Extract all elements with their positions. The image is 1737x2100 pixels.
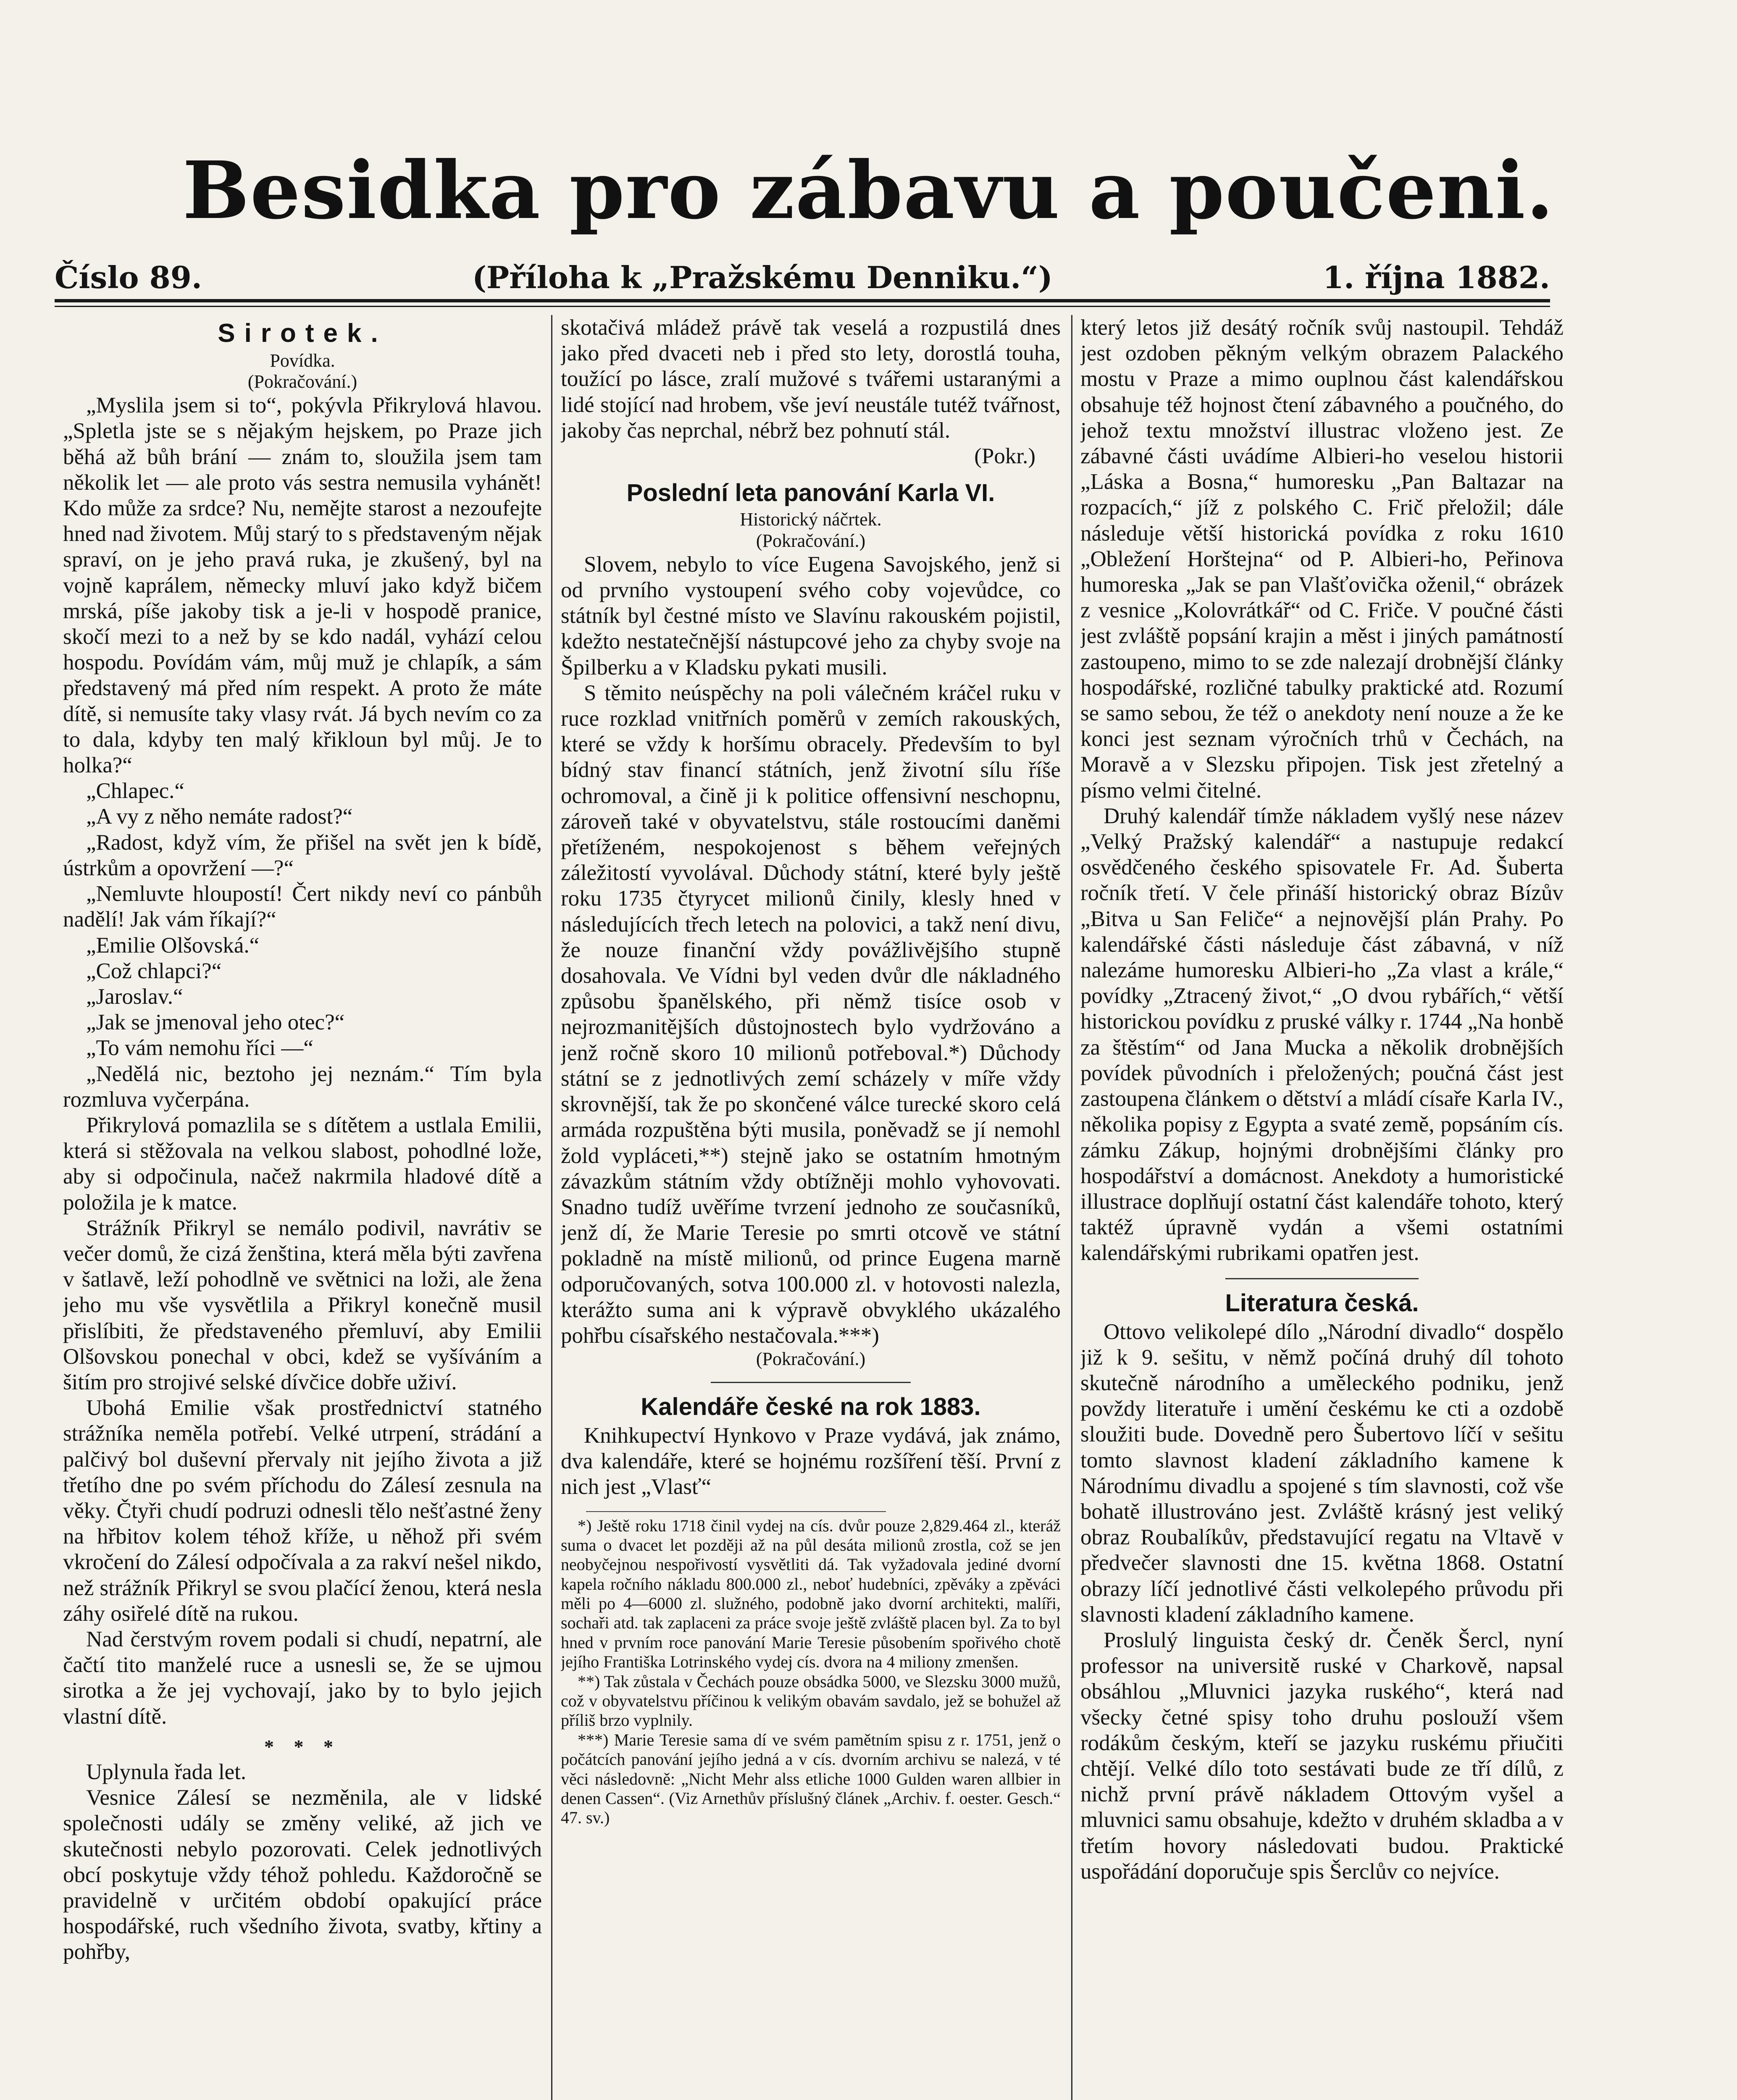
article-subtitle: Historický náčrtek. xyxy=(740,509,882,530)
footnote: *) Ještě roku 1718 činil vydej na cís. dvůr pouze 2,829.464 zl., kteráž suma o dvacet let později až na půl desáta milionů zrostla, což se jen neobyčejnou nespořivostí vysvětliti dá. Tak vyžadovala jediné dvorní kapela ročního nákladu 800.000 zl., neboť hudebníci, zpěváky a zpěváci měli po 4—6000 zl. služného, podobně jako dvorní architekti, malíři, sochaři atd. tak zaplaceni za práce svoje ještě zvláště placen byl. Za to byl hned v prvním roce panování Marie Teresie působením spořivého chotě jejího Františka Lotrinského vydej cís. dvora na 4 miliony zmenšen. xyxy=(561,1516,1061,1672)
paragraph: Ubohá Emilie však prostřednictví statného strážníka neměla potřebí. Velké utrpení, strádání a palčivý bol duševní přervaly nit jejího života a již třetího dne po svém příchodu do Zálesí zesnula na věky. Čtyři chudí podruzi odnesli tělo nešťastné ženy na hřbitov kolem téhož kříže, u něhož při svém vkročení do Zálesí odpočívala a za rakví nešel nikdo, než strážník Přikryl se svou plačící ženou, která nesla záhy osiřelé dítě na rukou. xyxy=(63,1396,542,1626)
article-separator xyxy=(1225,1278,1419,1279)
paragraph: S těmito neúspěchy na poli válečném kráčel ruku v ruce rozklad vnitřních poměrů v zemích rakouských, které se vždy k horšímu obracely. Především to byl bídný stav financí státních, jenž životní sílu říše ochromoval, a čině ji k politice offensivní neschopnu, zároveň také v obyvatelstvu, stále rostoucími daněmi přetíženém, nespokojenost s během veřejných záležitostí vyvolával. Důchody státní, které byly ještě roku 1735 čtyrycet milionů činily, klesly hned v následujících třech letech na polovici, a takž není divu, že nouze finanční vždy povážlivějšího stupně dosahovala. Ve Vídni byl veden dvůr dle nákladného způsobu španělského, při němž tisíce osob v nejrozmanitějších důstojnostech bylo vydržováno a jenž ročně skoro 10 milionů potřeboval.*) Důchody státní se z jednotlivých zemí scházely v míře vždy skrovnější, tak že po skončené válce turecké skoro celá armáda rozpuštěna býti musila, poněvadž se jí nemohl žold vypláceti,**) stejně jako se ostatním hmotným závazkům státním vždy obtížněji mohlo vyhovovati. Snadno tudíž uvěříme tvrzení jednoho ze současníků, jenž dí, že Marie Teresie po smrti otcově ve státní pokladně na místě milionů, od prince Eugena marně odporučovaných, sotva 100.000 zl. v hotovosti nalezla, kterážto suma ani k výpravě obvyklého ukázalého pohřbu císařského nestačovala.***) xyxy=(561,680,1061,1348)
footnote: **) Tak zůstala v Čechách pouze obsádka 5000, ve Slezsku 3000 mužů, což v obyvatelstvu příčinou k velikým obavám savdalo, jež se bohužel až příliš brzo vyplnily. xyxy=(561,1672,1061,1730)
paragraph: Ottovo velikolepé dílo „Národní divadlo“ dospělo již k 9. sešitu, v němž počíná druhý díl tohoto skutečně národního a uměleckého podniku, jenž povždy literatuře i umění českému ke cti a ozdobě sloužiti bude. Dovedně pero Šubertovo líčí v sešitu tomto slavnost kladení základního kamene k Národnímu divadlu a spojené s tím slavnosti, což vše bohatě illustrováno jest. Zvláště krásný jest veliký obraz Roubalíkův, představující regatu na Vltavě v předvečer slavnosti dne 15. května 1868. Ostatní obrazy líčí jednotlivé části velkolepého průvodu při slavnosti kladení základního kamene. xyxy=(1080,1319,1564,1627)
paragraph: Proslulý linguista český dr. Čeněk Šercl, nyní professor na universitě ruské v Charkově, napsal obsáhlou „Mluvnici jazyka ruského“, která nad všecky četné spisy toho druhu poslouží všem rodákům českým, kteří se jazyku ruskému přiučiti chtějí. Velké dílo toto sestávati bude ze tří dílů, z nichž první právě nákladem Ottovým vyšel a mluvnici samu obsahuje, kdežto v druhém skladba a v třetím hovory následovati budou. Praktické uspořádání doporučuje spis Šerclův co nejvíce. xyxy=(1080,1628,1564,1884)
header-rule-thin xyxy=(55,306,1550,307)
footnotes xyxy=(561,1516,1061,1828)
dialogue-line: „Nemluvte hloupostí! Čert nikdy neví co pánbůh nadělí! Jak vám říkají?“ xyxy=(63,882,542,932)
column-1 xyxy=(63,315,542,2100)
story-title: Sirotek. xyxy=(218,319,387,348)
column-3 xyxy=(1080,315,1564,2100)
dialogue-line: „Nedělá nic, beztoho jej neznám.“ Tím byla rozmluva vyčerpána. xyxy=(63,1061,542,1112)
supplement-note: (Příloha k „Pražskému Denniku.“) xyxy=(472,259,1053,295)
paragraph: Slovem, nebylo to více Eugena Savojského, jenž si od prvního vystoupení svého coby vojevůdce, co státník byl čestné místo ve Slavínu rakouském pojistil, kdežto nestatečnější nástupcové jeho za chyby svoje na Špilberku a v Kladsku pykati musili. xyxy=(561,552,1061,680)
column-divider-2 xyxy=(1071,315,1072,2100)
paragraph: Uplynula řada let. xyxy=(86,1759,247,1784)
header-rule-thick xyxy=(55,299,1550,302)
article-title-kalendare: Kalendáře české na rok 1883. xyxy=(641,1393,981,1420)
paragraph: který letos již desátý ročník svůj nastoupil. Tehdáž jest ozdoben pěkným velkým obrazem Palackého mostu v Praze a mimo ouplnou část kalendářskou obsahuje též hojnost čtení zábavného a poučného, do jehož textu množství illustrac vloženo jest. Ze zábavné části uvádíme Albieri-ho veselou historii „Láska a Bosna,“ humoresku „Pan Baltazar na rozpacích,“ jíž z polského C. Frič přeložil; dále následuje větší historická povídka z roku 1610 „Obležení Horštejna“ od P. Albieri-ho, Peřinova humoreska „Jak se pan Vlašťovička oženil,“ obrázek z vesnice „Kolovrátkář“ od C. Friče. V poučné části jest zvláště popsání krajin a měst i jiných památností zastoupeno, mimo to se zde nalezají drobnější články hospodářské, rozličné tabulky praktické atd. Rozumí se samo sebou, že též o anekdoty není nouze a že ke konci jest seznam výročních trhů v Čechách, na Moravě a v Slezsku připojen. Tisk jest zřetelný a písmo velmi čitelné. xyxy=(1080,315,1564,803)
paragraph: Knihkupectví Hynkovo v Praze vydává, jak známo, dva kalendáře, které se hojnému rozšíření těší. První z nich jest „Vlasť“ xyxy=(561,1423,1061,1499)
continuation-note: (Pokračování.) xyxy=(756,530,866,551)
dialogue-line: „To vám nemohu říci —“ xyxy=(86,1036,313,1060)
dialogue-line: „Jak se jmenoval jeho otec?“ xyxy=(86,1010,345,1035)
continuation-note: (Pokračování.) xyxy=(756,1349,866,1370)
section-break-stars: * * * xyxy=(264,1735,341,1757)
article-title-literatura: Literatura česká. xyxy=(1225,1289,1419,1317)
paragraph: „Myslila jsem si to“, pokývla Přikrylová hlavou. „Spletla jste se s nějakým hejskem, po Praze jich běhá až bůh brání — znám to, sloužila jsem tam několik let — ale proto vás sestra nemusila vyhánět! Kdo může za srdce? Nu, nemějte starost a nezoufejte hned nad životem. Můj starý to s představeným nějak spraví, on je jeho pravá ruka, je zkušený, byl na vojně kaprálem, německy mluví jako když bičem mrská, píše jakoby tisk a je-li v hospodě pranice, skočí mezi to a než by se kdo nadál, vyhází celou hospodu. Povídám vám, můj muž je chlapík, a sám představený má před ním respekt. A proto že máte dítě, si nemusíte taky vlasy rvát. Já bych nevím co za to dala, kdyby ten malý křikloun byl můj. Je to holka?“ xyxy=(63,393,542,778)
paragraph: Přikrylová pomazlila se s dítětem a ustlala Emilii, která si stěžovala na velkou slabost, pohodlné lože, aby si odpočinula, načež nakrmila hladové dítě a položila je k matce. xyxy=(63,1113,542,1215)
dialogue-line: „Emilie Olšovská.“ xyxy=(86,933,260,958)
masthead-title: Besidka pro zábavu a poučeni. xyxy=(182,144,1555,237)
paragraph: Strážník Přikryl se nemálo podivil, navrátiv se večer domů, že cizá ženština, která měla býti zavřena v šatlavě, leží pohodlně ve světnici na loži, ale žena jeho mu vše vysvětlila a Přikryl konečně musil přislíbiti, že představeného přemluví, aby Emilii Olšovskou ponechal v obci, kdež se vyšíváním a šitím pro strojivé selské dívčice dobře uživí. xyxy=(63,1215,542,1394)
continued-note: (Pokr.) xyxy=(974,444,1035,469)
dialogue-line: „Radost, když vím, že přišel na svět jen k bídě, ústrkům a opovržení —?“ xyxy=(63,830,542,880)
article-title-karel: Poslední leta panování Karla VI. xyxy=(626,479,995,507)
continuation-note: (Pokračování.) xyxy=(247,371,357,392)
issue-info-line xyxy=(55,256,1550,298)
column-divider-1 xyxy=(551,315,552,2100)
issue-date: 1. října 1882. xyxy=(1322,259,1550,295)
paragraph: Druhý kalendář tímže nákladem vyšlý nese název „Velký Pražský kalendář“ a nastupuje redakcí osvědčeného českého spisovatele Fr. Ad. Šuberta ročník třetí. V čele přináší historický obraz Bízův „Bitva u San Feliče“ a nejnovější plán Prahy. Po kalendářské části následuje část zábavná, v níž nalezáme humoresku Albieri-ho „Za vlast a krále,“ povídky „Ztracený život,“ „O dvou rybářích,“ větší historickou povídku z pruské války r. 1744 „Na honbě za štěstím“ od Jana Mucka a několik drobnějších povídek původních i přeložených; poučná část jest zastoupena článkem o dětství a mládí císaře Karla IV., několika popisy z Egypta a svaté země, popsáním cís. zámku Zákup, hojnými drobnějšími články pro hospodářství a domácnost. Anekdoty a humoristické illustrace doplňují ostatní část kalendáře tohoto, který taktéž úpravně vydán a všemi ostatními kalendářskými rubrikami opatřen jest. xyxy=(1080,803,1564,1265)
column-2 xyxy=(561,315,1061,2100)
story-genre: Povídka. xyxy=(270,350,335,371)
paragraph: skotačivá mládež právě tak veselá a rozpustilá dnes jako před dvaceti neb i před sto lety, dorostlá touha, toužící po lásce, zralí mužové s tvářemi ustaranými a lidé stojící nad hrobem, vše jeví neustále tutéž tvářnost, jakoby čas neprchal, nébrž bez pohnutí stál. xyxy=(561,315,1061,443)
dialogue-line: „Jaroslav.“ xyxy=(86,984,183,1009)
paragraph: Nad čerstvým rovem podali si chudí, nepatrní, ale čačtí tito manželé ruce a usnesli se, že se ujmou sirotka a že jej vychovají, jako by to bylo jejich vlastní dítě. xyxy=(63,1627,542,1729)
dialogue-line: „A vy z něho nemáte radost?“ xyxy=(86,804,353,829)
footnote-rule xyxy=(586,1511,886,1512)
paragraph: Vesnice Zálesí se nezměnila, ale v lidské společnosti udály se změny veliké, až jich ve skutečnosti nebylo pozorovati. Celek jednotlivých obcí poskytuje vždy téhož pohledu. Každoročně se pravidelně v určitém období opakující práce hospodářské, ruch všedního života, svatby, křtiny a pohřby, xyxy=(63,1785,542,1964)
footnote: ***) Marie Teresie sama dí ve svém pamětním spisu z r. 1751, jenž o počátcích panování jejího jedná a v cís. dvorním archivu se nalezá, v té věci následovně: „Nicht Mehr alss etliche 1000 Gulden waren allbier in denen Cassen“. (Viz Arnethův příslušný článek „Archiv. f. oester. Gesch.“ 47. sv.) xyxy=(561,1730,1061,1827)
dialogue-line: „Což chlapci?“ xyxy=(86,958,222,983)
article-separator xyxy=(711,1382,911,1383)
issue-number: Číslo 89. xyxy=(55,259,202,295)
dialogue-line: „Chlapec.“ xyxy=(86,779,184,803)
